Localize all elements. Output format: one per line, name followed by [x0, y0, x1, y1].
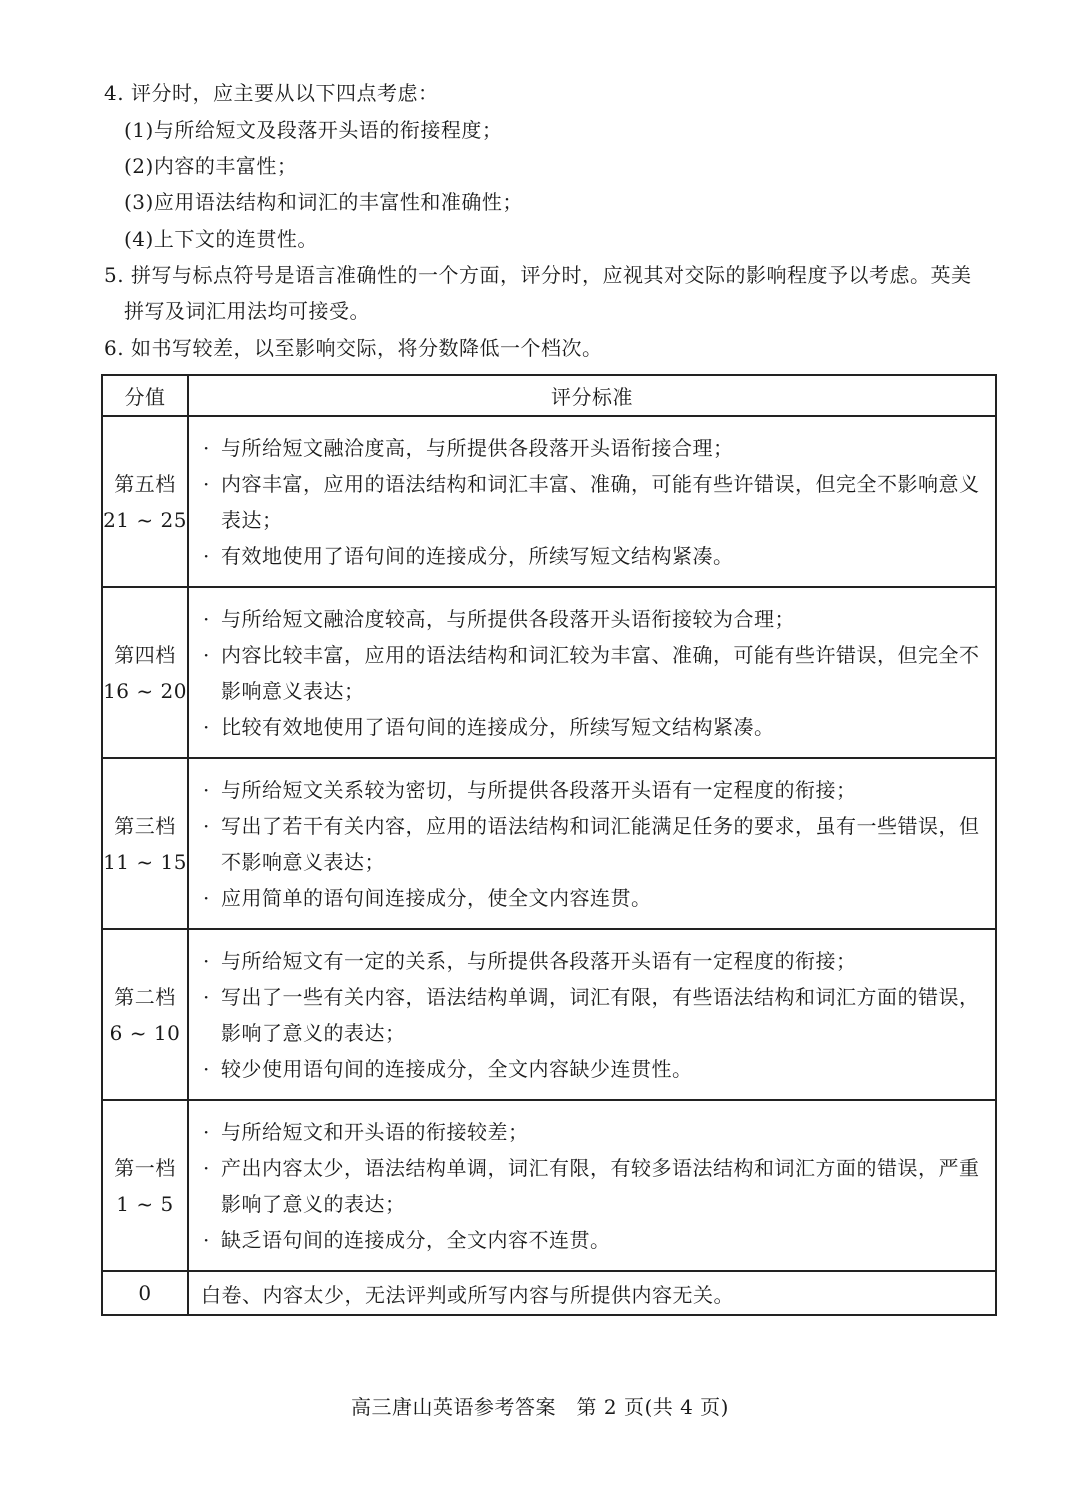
criterion-text: 与所给短文关系较为密切，与所提供各段落开头语有一定程度的衔接； [221, 777, 857, 802]
criterion-text: 应用简单的语句间连接成分，使全文内容连贯。 [221, 885, 652, 910]
criterion-text: 较少使用语句间的连接成分，全文内容缺少连贯性。 [221, 1056, 693, 1081]
zero-score: 0 [102, 1271, 188, 1315]
header-criteria: 评分标准 [188, 375, 996, 416]
band-criteria-cell [188, 758, 996, 929]
note-4-sub-3: (3)应用语法结构和词汇的丰富性和准确性； [124, 190, 523, 214]
zero-criteria: 白卷、内容太少，无法评判或所写内容与所提供内容无关。 [188, 1271, 996, 1315]
table-header-row [102, 375, 996, 416]
band-criteria-cell [188, 1100, 996, 1271]
page-footer: 高三唐山英语参考答案 第 2 页(共 4 页) [351, 1395, 729, 1419]
band-score-cell [102, 929, 188, 1100]
note-4-sub-1: (1)与所给短文及段落开头语的衔接程度； [124, 118, 503, 142]
criterion-text: 写出了一些有关内容，语法结构单调，词汇有限，有些语法结构和词汇方面的错误，影响了意义的表达； [221, 984, 980, 1045]
band-range: 16 ~ 20 [103, 678, 187, 703]
band-name: 第五档 [114, 471, 176, 496]
note-4-sub-4: (4)上下文的连贯性。 [124, 227, 318, 251]
band-row-4 [102, 587, 996, 758]
band-range: 11 ~ 15 [103, 849, 187, 874]
band-range: 21 ~ 25 [103, 507, 187, 532]
band-score-cell [102, 416, 188, 587]
band-score-cell [102, 1100, 188, 1271]
criterion-item: · 内容丰富，应用的语法结构和词汇丰富、准确，可能有些许错误，但完全不影响意义表达； [203, 471, 980, 532]
criterion-item: · 缺乏语句间的连接成分，全文内容不连贯。 [203, 1227, 611, 1252]
band-name: 第四档 [114, 642, 176, 667]
note-5-line-2: 拼写及词汇用法均可接受。 [124, 299, 370, 323]
criterion-text: 与所给短文融洽度较高，与所提供各段落开头语衔接较为合理； [221, 606, 795, 631]
criterion-text: 与所给短文融洽度高，与所提供各段落开头语衔接合理； [221, 435, 734, 460]
criterion-text: 缺乏语句间的连接成分，全文内容不连贯。 [221, 1227, 611, 1252]
note-4-sub-2: (2)内容的丰富性； [124, 154, 298, 178]
band-row-2 [102, 929, 996, 1100]
scoring-rubric-table [101, 374, 997, 1316]
criterion-text: 写出了若干有关内容，应用的语法结构和词汇能满足任务的要求，虽有一些错误，但不影响意义表达； [221, 813, 980, 874]
criterion-item: · 与所给短文有一定的关系，与所提供各段落开头语有一定程度的衔接； [203, 948, 857, 973]
band-range: 6 ~ 10 [109, 1020, 181, 1045]
criterion-item: · 与所给短文和开头语的衔接较差； [203, 1119, 529, 1144]
band-criteria-cell [188, 587, 996, 758]
criterion-item: · 写出了一些有关内容，语法结构单调，词汇有限，有些语法结构和词汇方面的错误，影响了意义的表达； [203, 984, 980, 1045]
note-6: 6. 如书写较差，以至影响交际，将分数降低一个档次。 [104, 336, 603, 360]
criterion-text: 产出内容太少，语法结构单调，词汇有限，有较多语法结构和词汇方面的错误，严重影响了意义的表达； [221, 1155, 980, 1216]
criterion-item: · 内容比较丰富，应用的语法结构和词汇较为丰富、准确，可能有些许错误，但完全不影响意义表达； [203, 642, 980, 703]
band-row-1 [102, 1100, 996, 1271]
header-score: 分值 [102, 375, 188, 416]
band-criteria-cell [188, 929, 996, 1100]
band-name: 第一档 [114, 1155, 176, 1180]
band-criteria-cell [188, 416, 996, 587]
criterion-item: · 有效地使用了语句间的连接成分，所续写短文结构紧凑。 [203, 543, 734, 568]
band-row-5 [102, 416, 996, 587]
criterion-text: 与所给短文和开头语的衔接较差； [221, 1119, 529, 1144]
criterion-item: · 应用简单的语句间连接成分，使全文内容连贯。 [203, 885, 652, 910]
band-row-3 [102, 758, 996, 929]
criterion-item: · 写出了若干有关内容，应用的语法结构和词汇能满足任务的要求，虽有一些错误，但不影响意义表达； [203, 813, 980, 874]
criterion-text: 与所给短文有一定的关系，与所提供各段落开头语有一定程度的衔接； [221, 948, 857, 973]
criterion-item: · 较少使用语句间的连接成分，全文内容缺少连贯性。 [203, 1056, 693, 1081]
note-5-line-1: 5. 拼写与标点符号是语言准确性的一个方面，评分时，应视其对交际的影响程度予以考虑。英美 [104, 263, 972, 287]
criterion-text: 有效地使用了语句间的连接成分，所续写短文结构紧凑。 [221, 543, 734, 568]
band-range: 1 ~ 5 [116, 1191, 174, 1216]
note-4: 4. 评分时，应主要从以下四点考虑： [104, 81, 439, 105]
band-score-cell [102, 758, 188, 929]
criterion-item: · 与所给短文融洽度高，与所提供各段落开头语衔接合理； [203, 435, 734, 460]
band-name: 第三档 [114, 813, 176, 838]
band-name: 第二档 [114, 984, 176, 1009]
band-score-cell [102, 587, 188, 758]
criterion-item: · 比较有效地使用了语句间的连接成分，所续写短文结构紧凑。 [203, 714, 775, 739]
band-row-0 [102, 1271, 996, 1315]
criterion-text: 内容丰富，应用的语法结构和词汇丰富、准确，可能有些许错误，但完全不影响意义表达； [221, 471, 980, 532]
criterion-item: · 与所给短文关系较为密切，与所提供各段落开头语有一定程度的衔接； [203, 777, 857, 802]
criterion-item: · 产出内容太少，语法结构单调，词汇有限，有较多语法结构和词汇方面的错误，严重影响了意义的表达； [203, 1155, 980, 1216]
criterion-text: 比较有效地使用了语句间的连接成分，所续写短文结构紧凑。 [221, 714, 775, 739]
criterion-item: · 与所给短文融洽度较高，与所提供各段落开头语衔接较为合理； [203, 606, 795, 631]
criterion-text: 内容比较丰富，应用的语法结构和词汇较为丰富、准确，可能有些许错误，但完全不影响意义表达； [221, 642, 980, 703]
